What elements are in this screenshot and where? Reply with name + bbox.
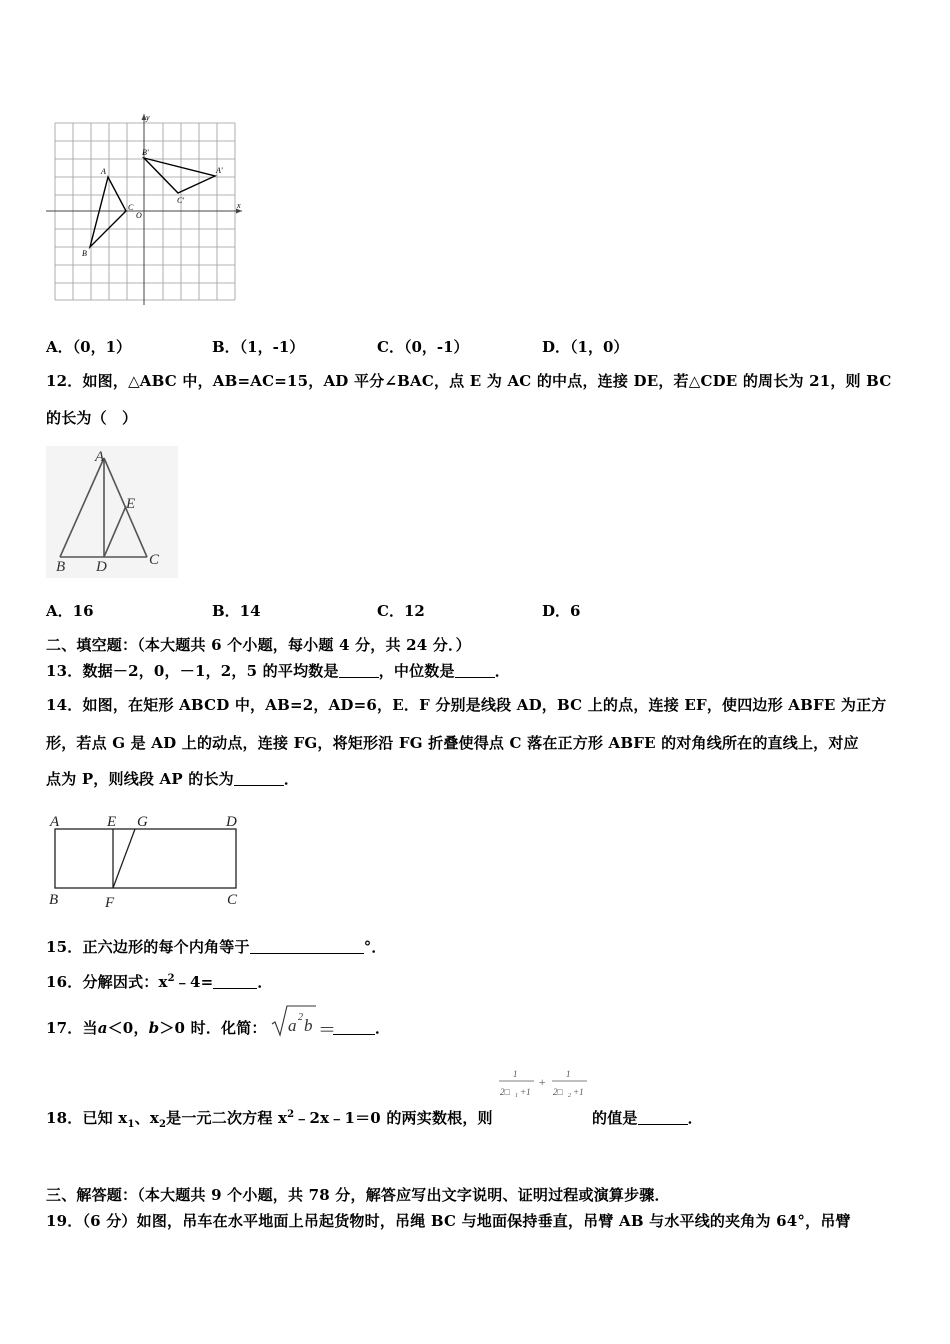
q17-text-lt: ＜0， [107, 1019, 149, 1037]
q15-blank[interactable] [250, 939, 364, 954]
q14-line3-text: 点为 P，则线段 AP 的长为 [46, 770, 234, 788]
q14-line3 [46, 768, 299, 789]
q18-sep: 、x [134, 1109, 159, 1127]
q16 [46, 971, 273, 992]
q15 [46, 936, 387, 957]
frac2-tail: +1 [573, 1087, 584, 1097]
q17-blank[interactable] [333, 1020, 375, 1035]
label-c: C [149, 552, 160, 568]
q18-fraction-expression [496, 1066, 592, 1102]
frac1-den: 2□ [500, 1087, 510, 1097]
label-g: G [137, 814, 148, 830]
q11-option-c: C．（0，-1） [377, 338, 469, 356]
label-x: x [237, 201, 241, 210]
label-d: D [226, 814, 237, 830]
q18-mid: 是一元二次方程 x [166, 1109, 288, 1127]
section2-heading: 二、填空题：（本大题共 6 个小题，每小题 4 分，共 24 分．） [46, 636, 471, 654]
label-f: F [105, 895, 115, 911]
label-c-prime: C' [177, 196, 185, 205]
q18-text: 18．已知 x [46, 1109, 128, 1127]
frac2-den: 2□ [553, 1087, 563, 1097]
q11-grid-figure [46, 112, 251, 308]
label-b: B [82, 249, 87, 258]
q16-sup: 2 [167, 973, 175, 984]
q16-text-post: ﹣4= [174, 973, 214, 991]
q13-text-mid: ，中位数是 [378, 662, 455, 680]
q13-blank2[interactable] [455, 663, 495, 678]
q13-blank1[interactable] [339, 663, 379, 678]
q12-line1: 12．如图，△ABC 中，AB=AC=15，AD 平分∠BAC，点 E 为 AC 的中点，连接 DE，若△CDE 的周长为 21，则 BC [46, 372, 892, 390]
q18-end: ． [687, 1109, 703, 1127]
q17-text: 17．当 [46, 1019, 98, 1037]
label-a: A [50, 814, 60, 830]
q18-blank[interactable] [638, 1110, 688, 1125]
q17-rad-a: a [288, 1016, 297, 1035]
q14-rectangle-figure [46, 810, 246, 912]
q17-var-b: b [148, 1019, 160, 1037]
q14-end: ． [283, 770, 300, 788]
q16-end: ． [257, 973, 273, 991]
q15-end: °． [363, 938, 387, 956]
frac2-num: 1 [566, 1069, 571, 1079]
label-b: B [56, 559, 66, 575]
q12-triangle-figure [46, 446, 178, 578]
frac1-tail: +1 [520, 1087, 531, 1097]
q14-line1: 14．如图，在矩形 ABCD 中，AB=2，AD=6，E．F 分别是线段 AD，BC 上的点，连接 EF，使四边形 ABFE 为正方 [46, 696, 887, 714]
q12-option-a: A．16 [46, 602, 94, 620]
q12-option-b: B．14 [212, 602, 261, 620]
q17 [46, 1017, 267, 1038]
q14-line2: 形，若点 G 是 AD 上的动点，连接 FG，将矩形沿 FG 折叠使得点 C 落在正方形 ABFE 的对角线所在的直线上，对应 [46, 734, 859, 752]
triangle-abc-prime [144, 158, 215, 193]
plus-sign: + [538, 1075, 547, 1089]
triangle-abc [90, 177, 126, 247]
frac1-sub: 1 [515, 1093, 518, 1099]
label-b-prime: B' [142, 148, 149, 157]
q14-blank[interactable] [234, 771, 284, 786]
q17-rad-sup: 2 [298, 1012, 303, 1023]
q17-equals: ＝ [318, 1020, 336, 1041]
label-a-prime: A' [216, 166, 223, 175]
label-a: A [101, 167, 106, 176]
q17-answer [333, 1017, 390, 1038]
q18 [46, 1107, 493, 1130]
q12-line2: 的长为（ ） [46, 409, 138, 427]
q15-text: 15．正六边形的每个内角等于 [46, 938, 250, 956]
q11-option-d: D．（1，0） [542, 338, 629, 356]
q18-mid2: ﹣2x﹣1＝0 的两实数根，则 [294, 1109, 493, 1127]
q13 [46, 660, 510, 681]
q18-sub2: 2 [158, 1119, 167, 1130]
label-e: E [107, 814, 117, 830]
q16-blank[interactable] [213, 974, 257, 989]
q18-sub1: 1 [127, 1119, 135, 1130]
label-a: A [95, 449, 105, 465]
label-d: D [96, 559, 107, 575]
label-o: O [136, 211, 142, 220]
q13-end: ． [494, 662, 510, 680]
q17-var-a: a [97, 1019, 108, 1037]
q17-radical [271, 1004, 317, 1038]
q16-text: 16．分解因式：x [46, 973, 168, 991]
q13-text: 13．数据－2，0，－1，2，5 的平均数是 [46, 662, 339, 680]
label-y: y [146, 113, 150, 122]
q11-option-b: B．（1，-1） [212, 338, 305, 356]
frac2-sub: 2 [568, 1093, 571, 1099]
q18-tail [592, 1107, 703, 1128]
frac1-num: 1 [513, 1069, 518, 1079]
label-c: C [128, 203, 134, 212]
q12-option-c: C．12 [377, 602, 425, 620]
q17-end: ． [375, 1019, 391, 1037]
q11-option-a: A．（0，1） [46, 338, 132, 356]
section3-heading: 三、解答题：（本大题共 9 个小题，共 78 分，解答应写出文字说明、证明过程或演算步骤． [46, 1186, 670, 1204]
q18-post: 的值是 [592, 1109, 638, 1127]
q19-line1: 19．（6 分）如图，吊车在水平地面上吊起货物时，吊绳 BC 与地面保持垂直，吊臂 AB 与水平线的夹角为 64°，吊臂 [46, 1212, 851, 1230]
label-b: B [49, 892, 59, 908]
label-c: C [227, 892, 238, 908]
label-e: E [126, 496, 136, 512]
q17-rad-b: b [304, 1016, 313, 1035]
q12-option-d: D．6 [542, 602, 581, 620]
q18-sup: 2 [287, 1109, 295, 1120]
q17-text-gt: ＞0 时．化简： [159, 1019, 267, 1037]
